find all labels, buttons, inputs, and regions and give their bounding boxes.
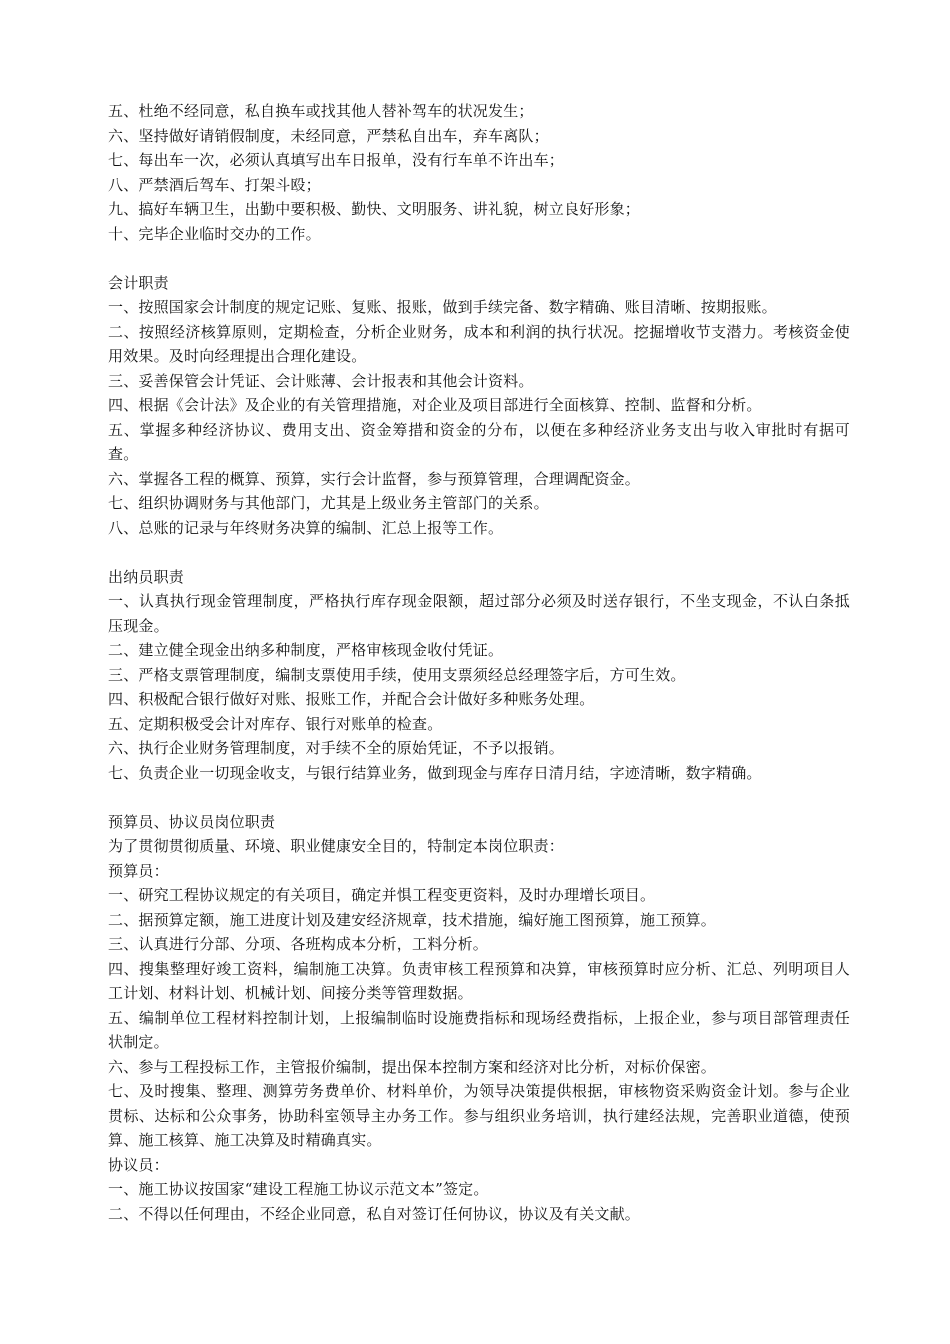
list-item: 七、及时搜集、整理、测算劳务费单价、材料单价，为领导决策提供根据，审核物资采购资金计划。参与企业贯标、达标和公众事务，协助科室领导主办务工作。参与组织业务培训，执行建经法规，完善职业道德，使预算、施工核算、施工决算及时精确真实。: [108, 1082, 850, 1149]
list-item: 一、按照国家会计制度的规定记账、复账、报账，做到手续完备、数字精确、账目清晰、按期报账。: [108, 298, 777, 316]
intro-text: 为了贯彻贯彻质量、环境、职业健康安全目的，特制定本岗位职责：: [108, 837, 565, 855]
section-spacer: [108, 246, 850, 271]
section-spacer: [108, 540, 850, 565]
list-item: 三、严格支票管理制度，编制支票使用手续，使用支票须经总经理签字后，方可生效。: [108, 665, 686, 684]
list-item: 六、执行企业财务管理制度，对手续不全的原始凭证，不予以报销。: [108, 739, 565, 757]
document-page: [108, 99, 850, 1226]
section-spacer: [108, 785, 850, 810]
list-item: 四、根据《会计法》及企业的有关管理措施，对企业及项目部进行全面核算、控制、监督和分析。: [108, 396, 762, 414]
list-item: 十、完毕企业临时交办的工作。: [108, 224, 321, 243]
section-heading: 预算员、协议员岗位职责: [108, 812, 276, 831]
budget-contract-section: [108, 810, 850, 1227]
list-item: 八、总账的记录与年终财务决算的编制、汇总上报等工作。: [108, 518, 504, 537]
list-item: 四、积极配合银行做好对账、报账工作，并配合会计做好多种账务处理。: [108, 690, 595, 708]
list-item: 七、负责企业一切现金收支，与银行结算业务，做到现金与库存日清月结，字迹清晰，数字精确。: [108, 763, 762, 782]
list-item: 一、认真执行现金管理制度，严格执行库存现金限额，超过部分必须及时送存银行，不坐支现金，不认白条抵压现金。: [108, 592, 850, 635]
list-item: 一、施工协议按国家“建设工程施工协议示范文本”签定。: [108, 1180, 489, 1198]
section-heading: 会计职责: [108, 273, 169, 292]
list-item: 七、组织协调财务与其他部门，尤其是上级业务主管部门的关系。: [108, 494, 549, 512]
list-item: 四、搜集整理好竣工资料，编制施工决算。负责审核工程预算和决算，审核预算时应分析、汇总、列明项目人工计划、材料计划、机械计划、间接分类等管理数据。: [108, 959, 850, 1002]
accountant-section: [108, 271, 850, 541]
list-item: 八、严禁酒后驾车、打架斗殴；: [108, 175, 321, 194]
list-item: 五、掌握多种经济协议、费用支出、资金筹措和资金的分布，以便在多种经济业务支出与收入审批时有据可查。: [108, 420, 850, 463]
section-heading: 出纳员职责: [108, 567, 185, 586]
list-item: 二、据预算定额，施工进度计划及建安经济规章，技术措施，编好施工图预算，施工预算。: [108, 910, 717, 929]
list-item: 五、定期积极受会计对库存、银行对账单的检查。: [108, 714, 443, 733]
list-item: 三、认真进行分部、分项、各班构成本分析，工料分析。: [108, 935, 489, 953]
list-item: 七、每出车一次，必须认真填写出车日报单，没有行车单不许出车；: [108, 151, 565, 169]
list-item: 六、坚持做好请销假制度，未经同意，严禁私自出车，弃车离队；: [108, 126, 549, 145]
list-item: 二、建立健全现金出纳多种制度，严格审核现金收付凭证。: [108, 641, 504, 659]
list-item: 六、掌握各工程的概算、预算，实行会计监督，参与预算管理，合理调配资金。: [108, 469, 641, 488]
list-item: 二、不得以任何理由，不经企业同意，私自对签订任何协议，协议及有关文献。: [108, 1204, 641, 1223]
cashier-section: [108, 565, 850, 786]
list-item: 三、妥善保管会计凭证、会计账薄、会计报表和其他会计资料。: [108, 371, 534, 390]
subsection-label: 预算员：: [108, 861, 169, 880]
list-item: 二、按照经济核算原则，定期检查，分析企业财务，成本和利润的执行状况。挖掘增收节支潜力。考核资金使用效果。及时向经理提出合理化建设。: [108, 322, 850, 365]
list-item: 九、搞好车辆卫生，出勤中要积极、勤快、文明服务、讲礼貌，树立良好形象；: [108, 200, 641, 218]
list-item: 五、编制单位工程材料控制计划，上报编制临时设施费指标和现场经费指标，上报企业，参与项目部管理责任状制定。: [108, 1008, 850, 1051]
list-item: 五、杜绝不经同意，私自换车或找其他人替补驾车的状况发生；: [108, 102, 534, 120]
driver-duties-list: [108, 99, 850, 246]
list-item: 六、参与工程投标工作，主管报价编制，提出保本控制方案和经济对比分析，对标价保密。: [108, 1057, 717, 1076]
list-item: 一、研究工程协议规定的有关项目，确定并惧工程变更资料，及时办理增长项目。: [108, 886, 656, 904]
subsection-label: 协议员：: [108, 1155, 169, 1174]
